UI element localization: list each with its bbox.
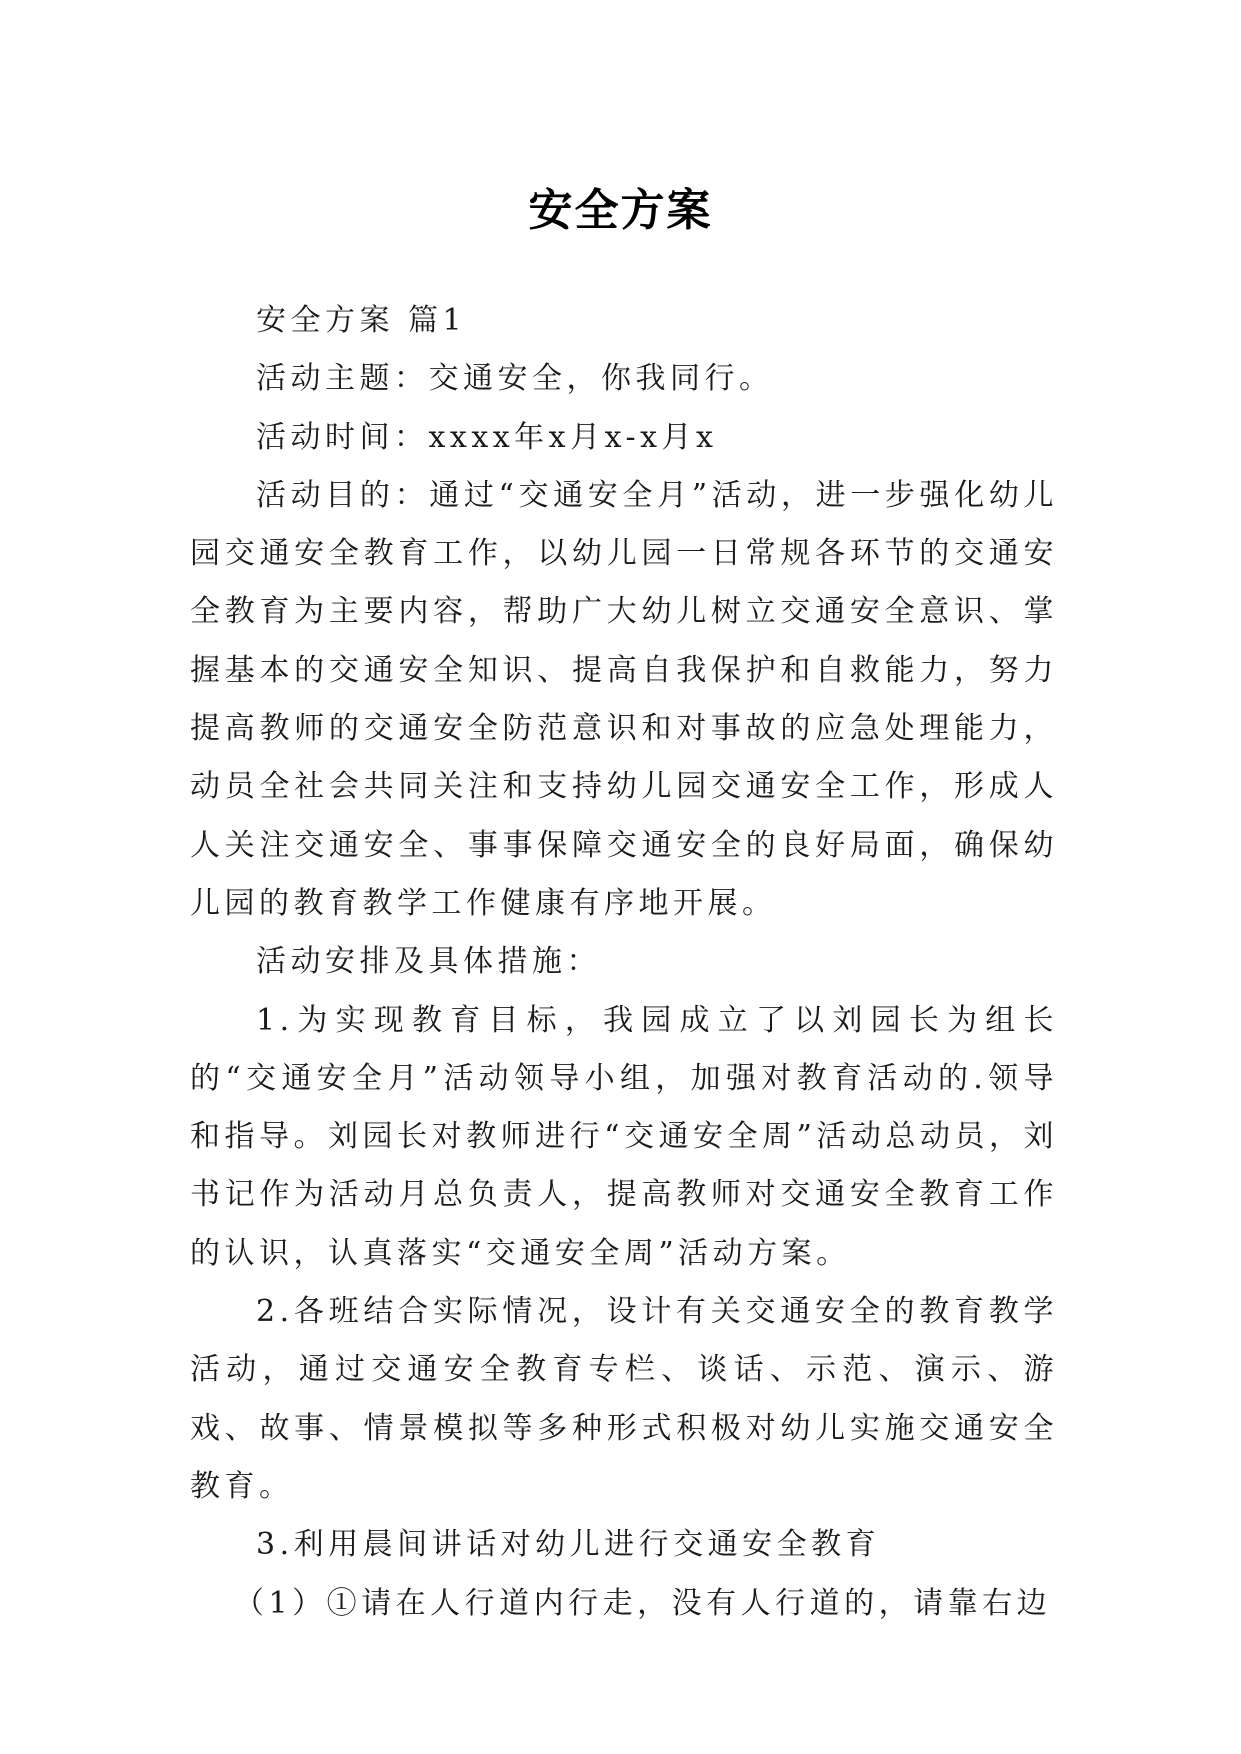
activity-arrangement-heading: 活动安排及具体措施：	[256, 944, 601, 980]
activity-time: 活动时间：xxxx年x月x-x月x	[256, 419, 718, 455]
measure-item-3: 3.利用晨间讲话对幼儿进行交通安全教育	[256, 1527, 881, 1563]
document-body	[190, 292, 1058, 1633]
activity-theme: 活动主题：交通安全，你我同行。	[256, 361, 774, 397]
measure-item-2: 2.各班结合实际情况，设计有关交通安全的教育教学活动，通过交通安全教育专栏、谈话、示范、演示、游戏、故事、情景模拟等多种形式积极对幼儿实施交通安全教育。	[190, 1294, 1058, 1504]
section-heading: 安全方案 篇1	[256, 303, 467, 338]
activity-purpose: 活动目的：通过“交通安全月”活动，进一步强化幼儿园交通安全教育工作，以幼儿园一日常规各环节的交通安全教育为主要内容，帮助广大幼儿树立交通安全意识、掌握基本的交通安全知识、提高自我保护和自救能力，努力提高教师的交通安全防范意识和对事故的应急处理能力，动员全社会共同关注和支持幼儿园交通安全工作，形成人人关注交通安全、事事保障交通安全的良好局面，确保幼儿园的教育教学工作健康有序地开展。	[190, 477, 1058, 921]
measure-subitem-1: （1）①请在人行道内行走，没有人行道的，请靠右边	[234, 1585, 1052, 1621]
document-title: 安全方案	[528, 185, 713, 237]
measure-item-1: 1.为实现教育目标，我园成立了以刘园长为组长的“交通安全月”活动领导小组，加强对教育活动的.领导和指导。刘园长对教师进行“交通安全周”活动总动员，刘书记作为活动月总负责人，提高教师对交通安全教育工作的认识，认真落实“交通安全周”活动方案。	[190, 1002, 1058, 1271]
